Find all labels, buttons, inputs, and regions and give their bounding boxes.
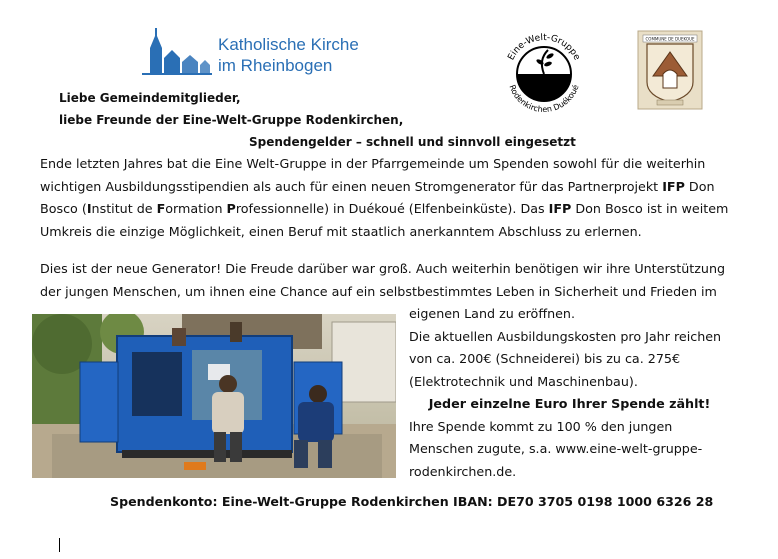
p2-line1: Dies ist der neue Generator! Die Freude darüber war groß. Auch weiterhin benötigen wir ihre Unterstützung [40, 261, 726, 276]
kk-logo-line2: im Rheinbogen [218, 56, 333, 75]
duekoue-logo-text: COMMUNE DE DUEKOUE [645, 36, 695, 42]
p2-line9: rodenkirchen.de. [409, 463, 517, 479]
ewg-logo-top-text: Eine-Welt-Gruppe [506, 32, 582, 63]
paragraph-1 [40, 153, 730, 243]
p2-line8: Menschen zugute, s.a. www.eine-welt-gruppe- [409, 441, 703, 456]
greeting-line-1: Liebe Gemeindemitglieder, [59, 91, 241, 105]
page-title: Spendengelder – schnell und sinnvoll eingesetzt [249, 135, 576, 149]
kk-logo-line1: Katholische Kirche [218, 35, 359, 54]
eine-welt-gruppe-logo [496, 26, 592, 122]
church-icon [142, 24, 212, 76]
p2-line2: der jungen Menschen, um ihnen eine Chance auf ein selbstbestimmtes Leben in Sicherheit und Frieden im [40, 283, 717, 299]
p2-line6: (Elektrotechnik und Maschinenbau). [409, 373, 638, 389]
p1-line2: wichtigen Ausbildungsstipendien als auch für einen neuen Stromgenerator für das Partnerprojekt IFP Don [40, 178, 715, 194]
p2-line4: Die aktuellen Ausbildungskosten pro Jahr reichen [409, 328, 722, 344]
ewg-logo-bottom-text: Rodenkirchen Duékoué [507, 83, 581, 115]
greeting-line-2: liebe Freunde der Eine-Welt-Gruppe Rodenkirchen, [59, 113, 404, 127]
donation-highlight: Jeder einzelne Euro Ihrer Spende zählt! [428, 396, 711, 411]
bank-account-line: Spendenkonto: Eine-Welt-Gruppe Rodenkirchen IBAN: DE70 3705 0198 1000 6326 28 [110, 494, 714, 509]
right-column-text [409, 303, 730, 483]
p2-line5: von ca. 200€ (Schneiderei) bis zu ca. 275€ [409, 351, 681, 366]
p2-line7: Ihre Spende kommt zu 100 % den jungen [409, 418, 673, 434]
katholische-kirche-logo [142, 24, 382, 76]
p2-line3: eigenen Land zu eröffnen. [409, 306, 575, 321]
commune-duekoue-emblem [637, 30, 703, 110]
p1-line3: Bosco (Institut de Formation Professionnelle) in Duékoué (Elfenbeinküste). Das IFP Don Bosco ist in weitem [40, 201, 729, 216]
p1-line4: Umkreis die einzige Möglichkeit, einen Beruf mit staatlich anerkanntem Abschluss zu erlernen. [40, 223, 642, 239]
text-cursor[interactable] [59, 538, 60, 552]
p1-line1: Ende letzten Jahres bat die Eine Welt-Gruppe in der Pfarrgemeinde um Spenden sowohl für die weiterhin [40, 156, 706, 171]
paragraph-2 [40, 258, 730, 303]
generator-photo [32, 314, 396, 478]
